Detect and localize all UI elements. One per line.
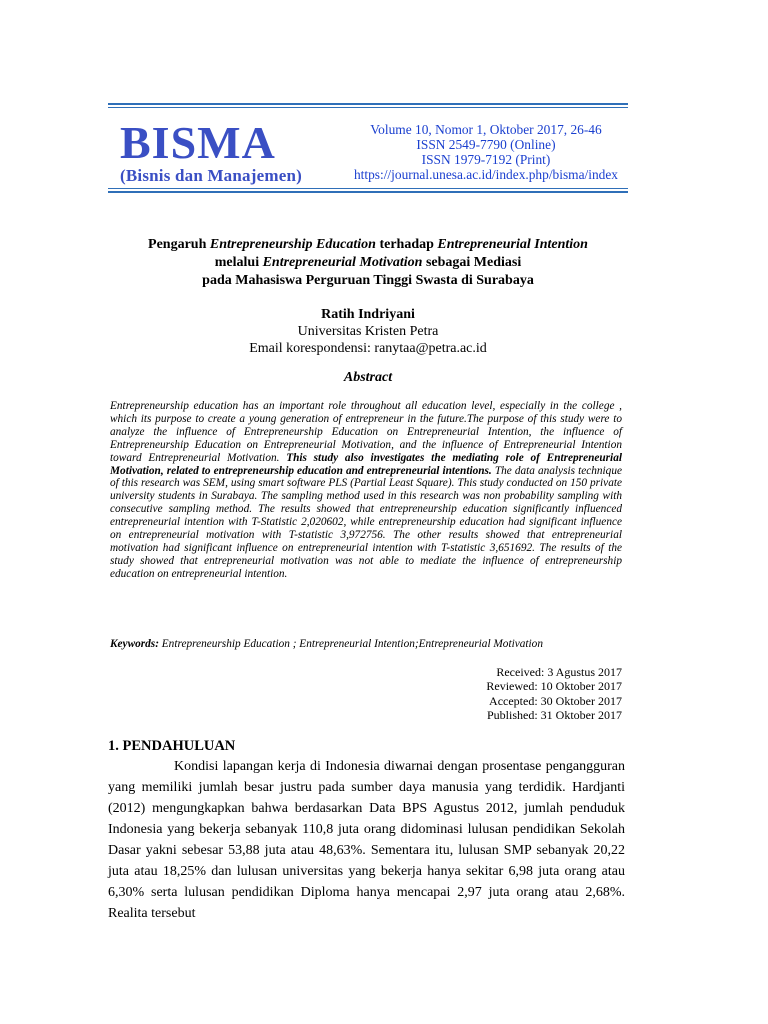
- header-rule-bottom: [108, 191, 628, 193]
- title-line-1: Pengaruh Entrepreneurship Education terhadap Entrepreneurial Intention: [148, 237, 588, 252]
- author-name: Ratih Indriyani: [321, 307, 415, 322]
- logo-sub-text: (Bisnis dan Manajemen): [120, 166, 302, 185]
- header-rule-top-thin: [108, 107, 628, 108]
- abstract-heading: Abstract: [343, 370, 393, 385]
- author-block: [108, 306, 628, 357]
- logo-main-text: BISMA: [120, 117, 276, 168]
- date-accepted: Accepted: 30 Oktober 2017: [489, 693, 622, 708]
- title-line-2: melalui Entrepreneurial Motivation sebagai Mediasi: [214, 255, 522, 270]
- paper-title: [108, 236, 628, 290]
- title-line-3: pada Mahasiswa Perguruan Tinggi Swasta di Surabaya: [202, 273, 534, 288]
- journal-info: [354, 122, 618, 182]
- keywords-label: Keywords:: [110, 638, 159, 650]
- section-heading: 1. PENDAHULUAN: [108, 738, 236, 754]
- date-received: Received: 3 Agustus 2017: [496, 665, 622, 679]
- journal-url[interactable]: https://journal.unesa.ac.id/index.php/bisma/index: [353, 167, 618, 182]
- issn-print: ISSN 1979-7192 (Print): [421, 152, 551, 167]
- header-rule-top: [108, 103, 628, 105]
- date-reviewed: Reviewed: 10 Oktober 2017: [486, 679, 622, 694]
- journal-volume: Volume 10, Nomor 1, Oktober 2017, 26-46: [370, 122, 602, 137]
- date-published: Published: 31 Oktober 2017: [487, 708, 622, 723]
- keywords: [110, 638, 622, 650]
- abstract-text: Entrepreneurship education has an important role throughout all education level, especially in the college , which its purpose to create a young generation of entrepreneur in the future.The purpose of this study were to analyze the influence of Entrepreneurship Education on Entrepreneurial Intention, the influence of Entrepreneurship Education on Entrepreneurial Motivation, and the influence of Entrepreneurial Intention toward Entrepreneurial Motivation. This study also investigates the mediating role of Entrepreneurial Motivation, related to entrepreneurship education and entrepreneurial intentions. The data analysis technique of this research was SEM, using smart software PLS (Partial Least Square). This study conducted on 150 private university students in Surabaya. The sampling method used in this research was non probability sampling with consecutive sampling method. The results showed that entrepreneurship education significantly influenced entrepreneurial intention with T-Statistic 2,020602, while entrepreneurship education had significant influence on entrepreneurial motivation with T-statistic 3,972756. The other results showed that entrepreneurial motivation had significant influence on entrepreneurial intention with T-statistic 3,651692. The results of the study showed that entrepreneurial motivation was not able to mediate the influence of entrepreneurship education on entrepreneurial intention.: [110, 400, 622, 580]
- author-affiliation: Universitas Kristen Petra: [297, 324, 439, 339]
- issn-online: ISSN 2549-7790 (Online): [416, 137, 556, 152]
- author-email: Email korespondensi: ranytaa@petra.ac.id: [249, 341, 487, 356]
- journal-logo: [120, 117, 302, 186]
- keywords-text: Entrepreneurship Education ; Entrepreneurial Intention;Entrepreneurial Motivation: [158, 638, 543, 650]
- header-rule-bottom-thin: [108, 188, 628, 189]
- body-paragraph: Kondisi lapangan kerja di Indonesia diwarnai dengan prosentase pengangguran yang memiliki jumlah besar justru pada sumber daya manusia yang terdidik. Hardjanti (2012) mengungkapkan bahwa berdasarkan Data BPS Agustus 2012, jumlah penduduk Indonesia yang bekerja sebanyak 110,8 juta orang didominasi lulusan pendidikan Sekolah Dasar yakni sebesar 53,88 juta atau 48,63%. Sementara itu, lulusan SMP sebanyak 20,22 juta atau 18,25% dan lulusan universitas yang bekerja hanya sekitar 6,98 juta orang atau 6,30% serta lulusan pendidikan Diploma hanya mencapai 2,97 juta orang atau 2,68%. Realita tersebut: [108, 759, 625, 921]
- submission-dates: [486, 665, 622, 723]
